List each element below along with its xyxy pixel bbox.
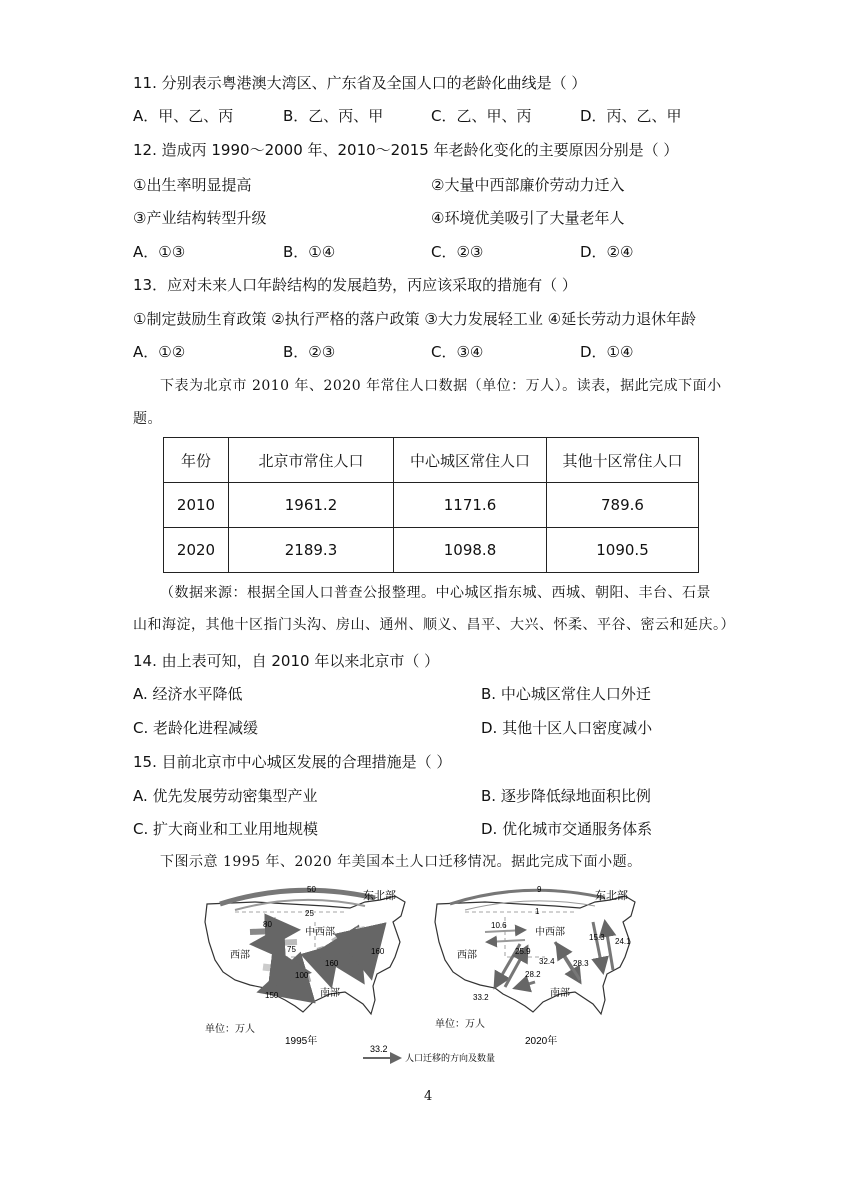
migration-arrow — [250, 930, 295, 932]
q11-option-a: A．甲、乙、丙 — [133, 107, 234, 125]
unit-label: 单位：万人 — [205, 1024, 255, 1035]
value-label: 160 — [371, 947, 385, 956]
table-row — [164, 528, 699, 573]
migration-arrow — [255, 942, 297, 944]
question-13-stem: 13．应对未来人口年龄结构的发展趋势，丙应该采取的措施有（ ） — [133, 276, 577, 294]
migration-arrow — [605, 922, 613, 970]
region-label: 东北部 — [595, 890, 628, 902]
q12-choice-3: ③产业结构转型升级 — [133, 209, 267, 227]
table-intro-line-1: 下表为北京市 2010 年、2020 年常住人口数据（单位：万人）。读表，据此完成下面小 — [160, 378, 722, 394]
value-label: 28.2 — [525, 970, 541, 979]
q12-option-c: C．②③ — [431, 243, 484, 261]
q15-option-a: A. 优先发展劳动密集型产业 — [133, 787, 318, 805]
map-1995 — [205, 885, 405, 1047]
migration-maps-svg — [195, 882, 665, 1067]
unit-label: 单位：万人 — [435, 1019, 485, 1030]
table-cell: 789.6 — [547, 483, 699, 528]
table-cell: 1171.6 — [394, 483, 547, 528]
value-label: 28.3 — [573, 959, 589, 968]
q13-option-d: D．①④ — [580, 343, 634, 361]
migration-arrow — [487, 940, 525, 942]
value-label: 100 — [295, 971, 309, 980]
q12-choice-2: ②大量中西部廉价劳动力迁入 — [431, 176, 625, 194]
q14-option-d: D. 其他十区人口密度减小 — [481, 719, 653, 737]
q15-option-b: B. 逐步降低绿地面积比例 — [481, 787, 651, 805]
migration-maps-figure — [195, 882, 665, 1067]
q14-option-a: A. 经济水平降低 — [133, 685, 243, 703]
value-label: 25 — [305, 909, 314, 918]
value-label: 25.9 — [515, 947, 531, 956]
table-row — [164, 483, 699, 528]
source-note-line-1: （数据来源：根据全国人口普查公报整理。中心城区指东城、西城、朝阳、丰台、石景 — [160, 585, 711, 601]
table-cell: 2010 — [164, 483, 229, 528]
region-label: 西部 — [230, 950, 250, 961]
q13-option-a: A．①② — [133, 343, 186, 361]
region-label: 南部 — [550, 988, 570, 999]
q13-option-b: B．②③ — [283, 343, 336, 361]
question-15-stem: 15. 目前北京市中心城区发展的合理措施是（ ） — [133, 753, 452, 771]
value-label: 150 — [265, 991, 279, 1000]
value-label: 75 — [287, 945, 296, 954]
value-label: 50 — [307, 885, 316, 894]
value-label: 9 — [537, 885, 542, 894]
table-cell: 1090.5 — [547, 528, 699, 573]
value-label: 160 — [325, 959, 339, 968]
table-header-cell: 北京市常住人口 — [229, 438, 394, 483]
table-cell: 2020 — [164, 528, 229, 573]
map-legend — [363, 1044, 495, 1063]
q14-option-b: B. 中心城区常住人口外迁 — [481, 685, 651, 703]
table-cell: 2189.3 — [229, 528, 394, 573]
q11-option-c: C．乙、甲、丙 — [431, 107, 532, 125]
migration-arrow — [360, 927, 370, 972]
table-header-row — [164, 438, 699, 483]
q15-option-c: C. 扩大商业和工业用地规模 — [133, 820, 319, 838]
q12-option-a: A．①③ — [133, 243, 186, 261]
q15-option-d: D. 优化城市交通服务体系 — [481, 820, 653, 838]
table-intro-line-2: 题。 — [133, 411, 162, 427]
table-header-cell: 年份 — [164, 438, 229, 483]
value-label: 10.6 — [491, 921, 507, 930]
value-label: 33.2 — [473, 993, 489, 1002]
question-12-stem: 12. 造成丙 1990～2000 年、2010～2015 年老龄化变化的主要原因分别是（ ） — [133, 141, 679, 159]
region-label: 西部 — [457, 950, 477, 961]
q12-choice-1: ①出生率明显提高 — [133, 176, 252, 194]
q11-option-b: B．乙、丙、甲 — [283, 107, 384, 125]
value-label: 1 — [535, 907, 540, 916]
q11-option-d: D．丙、乙、甲 — [580, 107, 682, 125]
region-label: 中西部 — [305, 927, 335, 938]
migration-arrow — [593, 922, 603, 972]
source-note-line-2: 山和海淀，其他十区指门头沟、房山、通州、顺义、昌平、大兴、怀柔、平谷、密云和延庆。） — [133, 617, 735, 633]
migration-arrow — [485, 930, 525, 932]
q12-option-d: D．②④ — [580, 243, 634, 261]
q14-option-c: C. 老龄化进程减缓 — [133, 719, 259, 737]
map-intro: 下图示意 1995 年、2020 年美国本土人口迁移情况。据此完成下面小题。 — [160, 854, 642, 870]
table-header-cell: 中心城区常住人口 — [394, 438, 547, 483]
q12-choice-4: ④环境优美吸引了大量老年人 — [431, 209, 625, 227]
value-label: 80 — [263, 920, 272, 929]
value-label: 24.1 — [615, 937, 631, 946]
region-label: 南部 — [320, 988, 340, 999]
year-label: 2020年 — [525, 1036, 558, 1047]
table-header-cell: 其他十区常住人口 — [547, 438, 699, 483]
page-number: 4 — [424, 1089, 433, 1104]
q12-option-b: B．①④ — [283, 243, 336, 261]
legend-value: 33.2 — [370, 1044, 388, 1054]
year-label: 1995年 — [285, 1036, 318, 1047]
table-cell: 1961.2 — [229, 483, 394, 528]
value-label: 15.3 — [589, 933, 605, 942]
value-label: 32.4 — [539, 957, 555, 966]
q13-option-c: C．③④ — [431, 343, 484, 361]
question-14-stem: 14. 由上表可知，自 2010 年以来北京市（ ） — [133, 652, 440, 670]
migration-arrow — [515, 982, 535, 988]
q13-choices: ①制定鼓励生育政策 ②执行严格的落户政策 ③大力发展轻工业 ④延长劳动力退休年龄 — [133, 310, 697, 328]
region-label: 东北部 — [363, 890, 396, 902]
table-cell: 1098.8 — [394, 528, 547, 573]
map-2020 — [435, 885, 635, 1047]
question-11-stem: 11. 分别表示粤港澳大湾区、广东省及全国人口的老龄化曲线是（ ） — [133, 74, 587, 92]
population-table — [163, 437, 699, 573]
region-label: 中西部 — [535, 927, 565, 938]
legend-text: 人口迁移的方向及数量 — [405, 1053, 496, 1063]
